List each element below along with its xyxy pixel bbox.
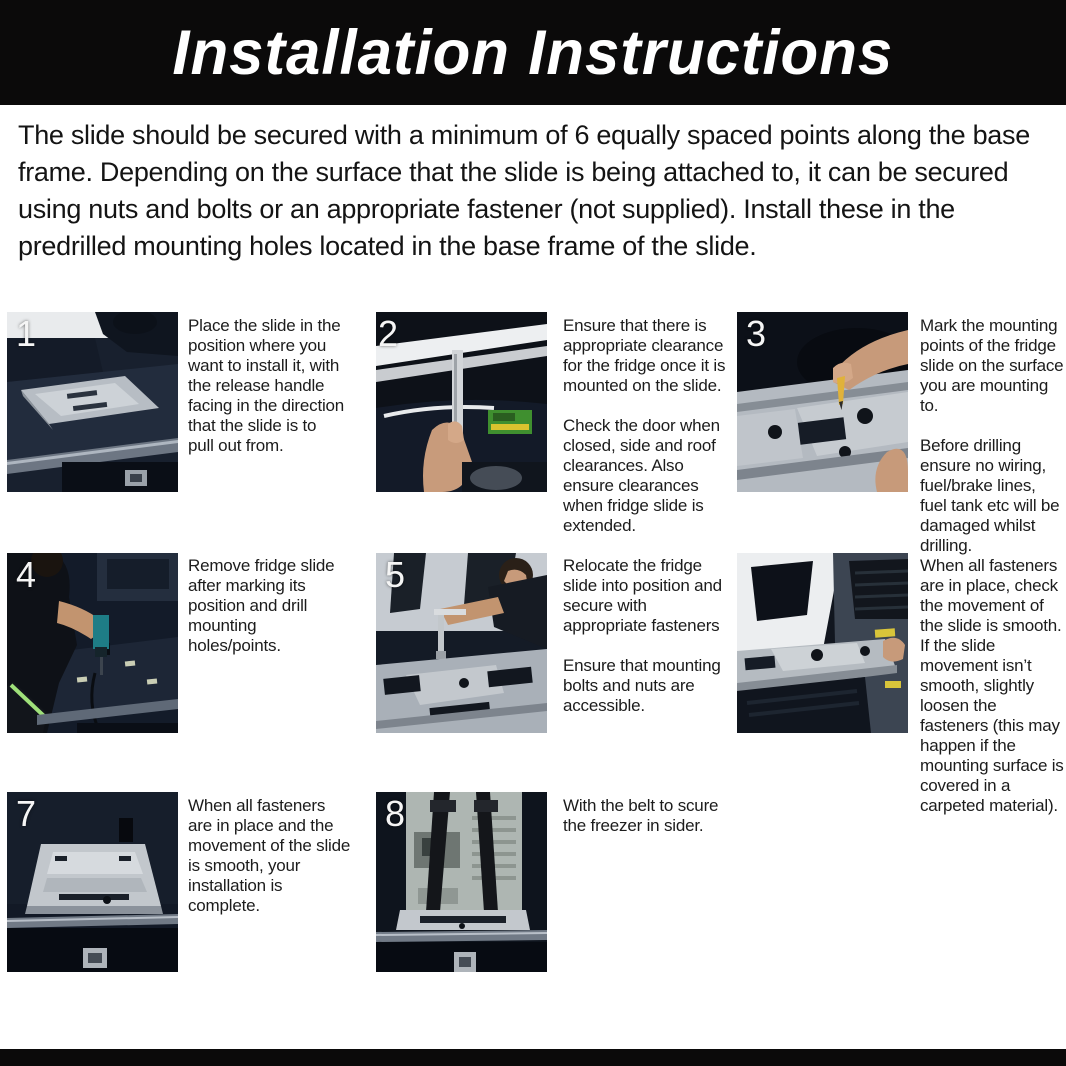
step-number-overlay: 1 [16, 313, 37, 354]
step-paragraph: Place the slide in the position where you want to install it, with the release handle facing in the direction that the slide is to pull out from. [188, 316, 345, 455]
step-number-overlay: 3 [746, 313, 767, 354]
step-number-overlay: 5 [385, 554, 406, 595]
step-number-overlay: 7 [16, 793, 37, 834]
step-6-photo [737, 553, 908, 733]
step-paragraph: Before drilling ensure no wiring, fuel/brake lines, fuel tank etc will be damaged whilst drilling. [920, 436, 1060, 555]
step-paragraph: Ensure that mounting bolts and nuts are accessible. [563, 656, 721, 715]
step-2-text [563, 316, 729, 556]
step-paragraph: When all fasteners are in place, check the movement of the slide is smooth. If the slide movement isn’t smooth, slightly loosen the fasteners (this may happen if the mounting surface is covered in a carpeted material). [920, 556, 1064, 815]
step-1-photo [7, 312, 178, 492]
step-6-text [920, 556, 1066, 836]
page-title: Installation Instructions [172, 17, 894, 88]
step-paragraph: Remove fridge slide after marking its position and drill mounting holes/points. [188, 556, 335, 655]
step-number-overlay: 8 [385, 793, 406, 834]
step-number-overlay: 2 [378, 313, 399, 354]
step-8-text [563, 796, 733, 856]
intro-paragraph: The slide should be secured with a minimum of 6 equally spaced points along the base frame. Depending on the surface that the slide is being attached to, it can be secured using nuts and bolts or an appropriate fastener (not supplied). Install these in the predrilled mounting holes located in the base frame of the slide. [18, 120, 1030, 261]
step-paragraph: With the belt to scure the freezer in sider. [563, 796, 719, 835]
step-7-text [188, 796, 352, 936]
step-3-photo [737, 312, 908, 492]
step-paragraph: Check the door when closed, side and roof clearances. Also ensure clearances when fridge slide is extended. [563, 416, 720, 535]
step-1-text [188, 316, 346, 476]
step-8-photo [376, 792, 547, 972]
step-5-photo [376, 553, 547, 733]
clearance-ruler-photo [376, 312, 547, 492]
step-5-text [563, 556, 733, 736]
slide-extended-photo [737, 553, 908, 733]
bottom-black-bar [0, 1049, 1066, 1066]
title-banner [0, 0, 1066, 105]
step-3-text [920, 316, 1066, 576]
step-paragraph: Ensure that there is appropriate clearance for the fridge once it is mounted on the slide. [563, 316, 726, 395]
step-paragraph: Mark the mounting points of the fridge slide on the surface you are mounting to. [920, 316, 1064, 415]
step-paragraph: When all fasteners are in place and the movement of the slide is smooth, your installation is complete. [188, 796, 351, 915]
step-2-photo [376, 312, 547, 492]
step-number-overlay: 4 [16, 554, 37, 595]
step-7-photo [7, 792, 178, 972]
step-4-photo [7, 553, 178, 733]
step-4-text [188, 556, 350, 676]
step-paragraph: Relocate the fridge slide into position and secure with appropriate fasteners [563, 556, 722, 635]
